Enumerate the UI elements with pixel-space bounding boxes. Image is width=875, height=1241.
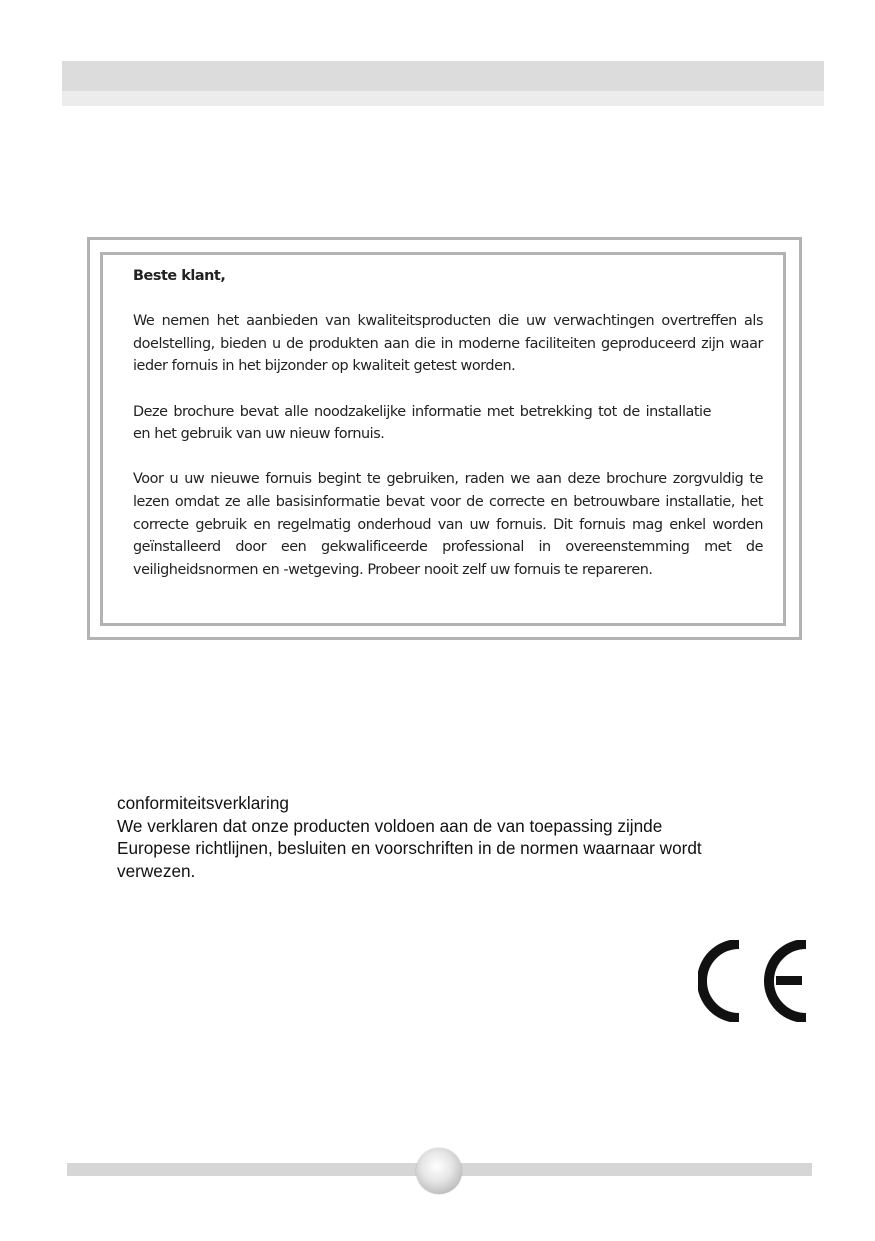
page-number-badge	[416, 1148, 462, 1194]
letter-inner-frame	[100, 252, 786, 626]
conformity-line: verwezen.	[117, 861, 196, 882]
conformity-line: We verklaren dat onze producten voldoen aan de van toepassing zijnde	[117, 815, 663, 836]
letter-greeting: Beste klant,	[133, 268, 226, 284]
conformity-line: Europese richtlijnen, besluiten en voorschriften in de normen waarnaar wordt	[117, 838, 702, 859]
header-band	[62, 61, 824, 91]
letter-paragraph: Deze brochure bevat alle noodzakelijke informatie met betrekking tot de installatie en het gebruik van uw nieuw fornuis.	[133, 403, 711, 443]
ce-mark-icon	[698, 940, 812, 1022]
letter-frame	[87, 237, 802, 640]
header-band-shadow	[62, 91, 824, 106]
letter-paragraph: We nemen het aanbieden van kwaliteitsproducten die uw verwachtingen overtreffen als doelstelling, bieden u de produkten aan die in moderne faciliteiten geproduceerd zijn waar ieder fornuis in het bijzonder op kwaliteit getest worden.	[133, 313, 763, 375]
letter-content	[133, 265, 763, 604]
letter-paragraph: Voor u uw nieuwe fornuis begint te gebruiken, raden we aan deze brochure zorgvuldig te lezen omdat ze alle basisinformatie bevat voor de correcte en betrouwbare installatie, het correcte gebruik en regelmatig onderhoud van uw fornuis. Dit fornuis mag enkel worden geïnstalleerd door een gekwalificeerde professional in overeenstemming met de veiligheidsnormen en -wetgeving. Probeer nooit zelf uw fornuis te repareren.	[133, 471, 763, 578]
conformity-declaration	[117, 792, 777, 883]
conformity-title: conformiteitsverklaring	[117, 793, 289, 813]
